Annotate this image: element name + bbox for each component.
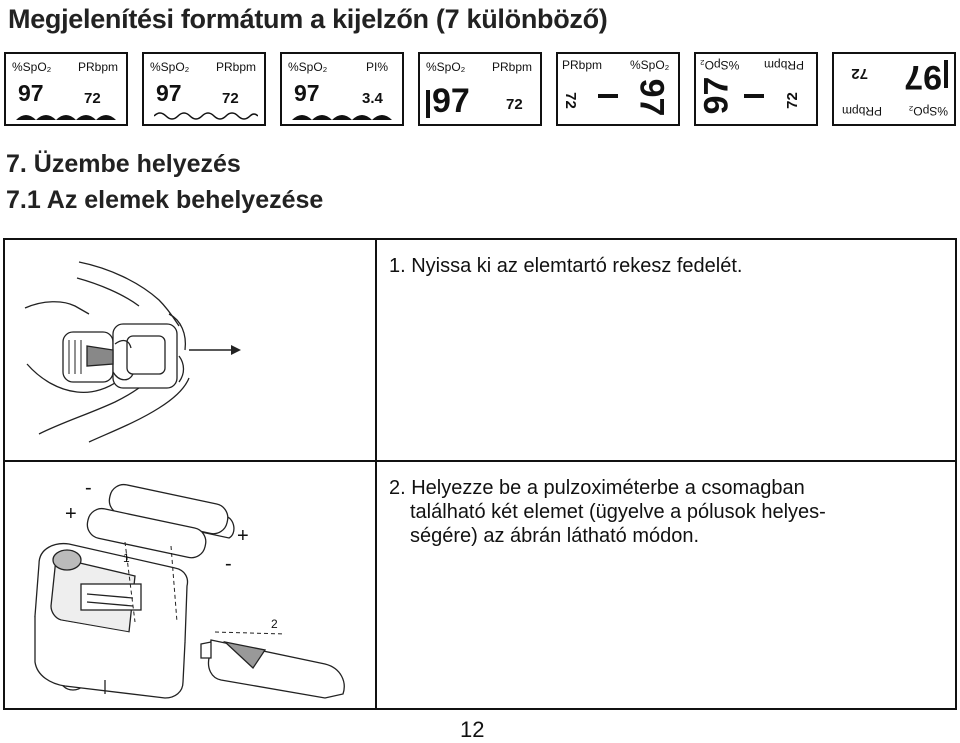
pulse-bar [598,94,618,98]
display-format-1 [4,52,128,126]
pulse-bar [426,90,430,118]
section-title: 7. Üzembe helyezés [6,150,241,178]
arrow-right-icon [231,345,241,355]
pr-label: PRbpm [764,58,805,72]
figure-insert-batteries [25,472,365,700]
pr-label: PRbpm [841,104,882,118]
display-format-2 [142,52,266,126]
spo2-label: %SpO₂ [908,104,948,118]
pr-value: 72 [222,90,239,107]
spo2-value: 97 [632,78,671,117]
pr-value: 72 [84,90,101,107]
step-2-line-3: ségére) az ábrán látható módon. [410,525,700,547]
minus-sign-label: - [225,553,232,575]
spo2-label: %SpO₂ [288,60,328,74]
spo2-label: %SpO₂ [630,58,670,72]
minus-sign-label: - [85,477,92,499]
display-format-5 [556,52,680,126]
step-2-line-2: található két elemet (ügyelve a pólusok helyes- [410,501,826,523]
step-number-1: 1 [123,551,130,565]
figure-open-cover [19,254,259,446]
display-format-6 [694,52,818,126]
pi-value: 3.4 [362,90,383,107]
spo2-value: 97 [18,80,44,106]
pulse-wave-filled [16,110,120,120]
plus-sign-label: + [237,525,249,547]
pulse-wave-filled [292,110,396,120]
page-heading: Megjelenítési formátum a kijelzőn (7 különböző) [8,4,608,34]
step-2-text [389,476,826,548]
pr-label: PRbpm [562,58,603,72]
pulse-bar [744,94,764,98]
plus-sign-label: + [65,503,77,525]
spo2-value: 97 [294,80,320,106]
spo2-value: 97 [697,76,736,115]
spo2-value: 97 [432,82,470,120]
page-number: 12 [460,717,485,742]
column-divider [375,240,377,708]
pr-label: PRbpm [216,60,257,74]
display-formats [4,52,960,128]
instruction-table [3,238,957,710]
pulse-wave-line [154,110,258,120]
step-1-text: 1. Nyissa ki az elemtartó rekesz fedelét. [389,255,743,277]
spo2-label: %SpO₂ [426,60,466,74]
pr-label: PRbpm [492,60,533,74]
display-format-7 [832,52,956,126]
spo2-label: %SpO₂ [700,58,740,72]
step-number-2: 2 [271,617,278,631]
pi-label: PI% [366,60,389,74]
pulse-bar [944,60,948,88]
display-format-4 [418,52,542,126]
pr-value: 72 [506,96,523,113]
spo2-value: 97 [904,58,942,96]
section-subtitle: 7.1 Az elemek behelyezése [6,186,324,214]
pr-value: 72 [851,65,868,82]
spo2-value: 97 [156,80,182,106]
pr-label: PRbpm [78,60,119,74]
spo2-label: %SpO₂ [150,60,190,74]
display-format-3 [280,52,404,126]
pr-value: 72 [783,92,801,109]
step-2-line-1: 2. Helyezze be a pulzoximéterbe a csomagban [389,477,805,499]
spo2-label: %SpO₂ [12,60,52,74]
row-divider [5,460,955,462]
pr-value: 72 [561,92,579,109]
